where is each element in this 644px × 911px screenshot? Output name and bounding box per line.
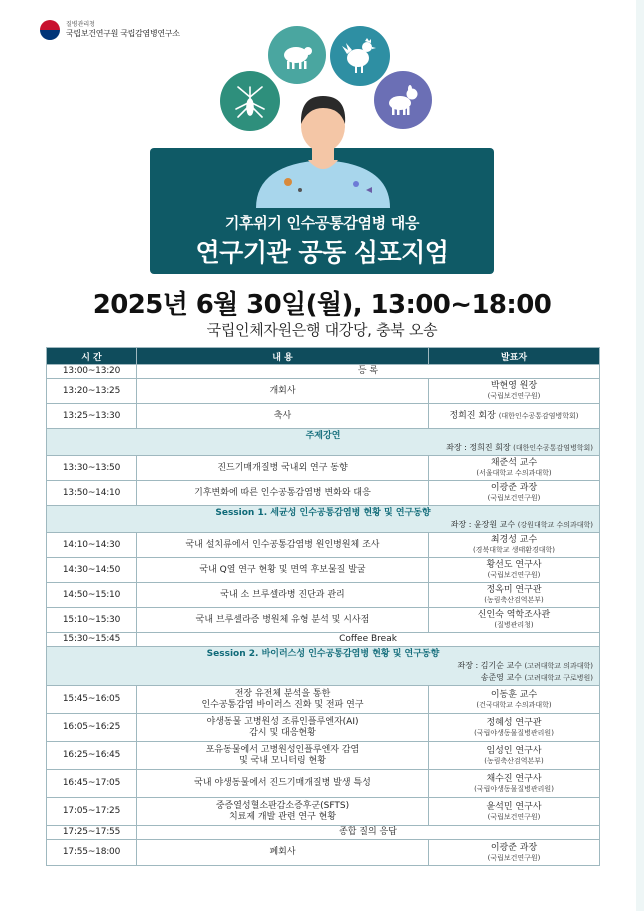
row-content: Coffee Break xyxy=(137,633,600,647)
row-time: 13:00~13:20 xyxy=(47,365,137,379)
row-time: 13:50~14:10 xyxy=(47,481,137,506)
speaker-affiliation: (농림축산검역본부) xyxy=(484,596,544,604)
title-banner xyxy=(150,148,494,274)
row-content xyxy=(137,742,429,770)
chair-affiliation: (고려대학교 구로병원) xyxy=(524,674,593,682)
event-venue: 국립인체자원은행 대강당, 충북 오송 xyxy=(206,321,438,339)
speaker-name: 채수진 연구사 xyxy=(486,773,542,784)
row-content: 국내 소 브루셀라병 진단과 관리 xyxy=(137,583,429,608)
speaker-affiliation: (국립야생동물질병관리원) xyxy=(474,784,554,793)
table-row xyxy=(47,558,600,583)
sheep-icon xyxy=(268,26,326,84)
row-speaker xyxy=(429,481,600,506)
content-line: 전장 유전체 분석을 통한 xyxy=(234,688,331,699)
content-line: 및 국내 모니터링 현황 xyxy=(239,755,326,766)
table-row xyxy=(47,583,600,608)
content-line: 야생동물 고병원성 조류인플루엔자(AI) xyxy=(206,716,359,727)
org-top-label: 질병관리청 xyxy=(66,21,95,28)
section-chair-2 xyxy=(49,672,597,684)
section-chair xyxy=(49,442,597,454)
event-date: 2025년 6월 30일(월), 13:00~18:00 xyxy=(92,290,552,320)
table-row xyxy=(47,714,600,742)
row-content xyxy=(137,686,429,714)
row-time: 13:30~13:50 xyxy=(47,456,137,481)
section-row xyxy=(47,647,600,686)
speaker-name: 윤석민 연구사 xyxy=(486,801,542,812)
chair-name: 좌장 : 윤장원 교수 xyxy=(450,520,516,529)
speaker-affiliation: (국립보건연구원) xyxy=(487,853,541,862)
speaker-name: 채준석 교수 xyxy=(490,458,538,468)
table-row xyxy=(47,633,600,647)
row-content: 등 록 xyxy=(137,365,600,379)
section-title: Session 1. 세균성 인수공통감염병 현황 및 연구동향 xyxy=(215,508,431,518)
row-content xyxy=(137,714,429,742)
event-title: 연구기관 공동 심포지엄 xyxy=(195,238,449,267)
speaker-affiliation: (경북대학교 생태환경대학) xyxy=(472,546,556,554)
speaker-affiliation: (건국대학교 수의과대학) xyxy=(476,700,552,709)
row-speaker xyxy=(429,583,600,608)
row-content: 진드기매개질병 국내외 연구 동향 xyxy=(137,456,429,481)
row-time: 14:50~15:10 xyxy=(47,583,137,608)
table-row xyxy=(47,456,600,481)
org-main-label: 국립보건연구원 국립감염병연구소 xyxy=(66,29,180,38)
section-cell xyxy=(47,647,600,686)
row-speaker xyxy=(429,714,600,742)
row-content: 국내 설치류에서 인수공통감염병 원인병원체 조사 xyxy=(137,533,429,558)
chair-name: 송준영 교수 xyxy=(480,673,522,682)
header-content: 내 용 xyxy=(137,348,429,365)
chair-affiliation: (대한인수공통감염병학회) xyxy=(513,444,593,452)
row-speaker xyxy=(429,770,600,798)
row-content: 축사 xyxy=(137,404,429,429)
row-time: 16:25~16:45 xyxy=(47,742,137,770)
row-time: 17:05~17:25 xyxy=(47,798,137,826)
chair-affiliation: (강원대학교 수의과대학) xyxy=(517,521,593,529)
row-speaker xyxy=(429,558,600,583)
table-row xyxy=(47,770,600,798)
row-content: 국내 Q열 연구 현황 및 면역 후보물질 발굴 xyxy=(137,558,429,583)
row-time: 13:20~13:25 xyxy=(47,379,137,404)
row-speaker xyxy=(429,840,600,866)
table-row xyxy=(47,826,600,840)
person-icon xyxy=(248,86,398,208)
row-content xyxy=(137,798,429,826)
page-right-edge xyxy=(636,0,644,911)
table-row xyxy=(47,742,600,770)
row-content: 개회사 xyxy=(137,379,429,404)
speaker-name: 이동훈 교수 xyxy=(490,689,538,700)
speaker-name: 정옥미 연구관 xyxy=(486,585,542,595)
row-speaker xyxy=(429,456,600,481)
government-seal-icon xyxy=(40,20,60,40)
row-speaker xyxy=(429,379,600,404)
speaker-name: 황선도 연구사 xyxy=(486,560,542,570)
row-time: 17:55~18:00 xyxy=(47,840,137,866)
section-row xyxy=(47,429,600,456)
section-title: 주제강연 xyxy=(305,431,341,441)
speaker-name: 정혜성 연구관 xyxy=(486,717,542,728)
row-time: 14:10~14:30 xyxy=(47,533,137,558)
section-row xyxy=(47,506,600,533)
chair-name: 좌장 : 정희진 회장 xyxy=(446,443,511,452)
speaker-affiliation: (국립야생동물질병관리원) xyxy=(474,728,554,737)
content-line: 중증열성혈소판감소증후군(SFTS) xyxy=(215,800,350,811)
row-speaker xyxy=(429,404,600,429)
row-time: 15:45~16:05 xyxy=(47,686,137,714)
row-content: 종합 질의 응답 xyxy=(137,826,600,840)
section-title: Session 2. 바이러스성 인수공통감염병 현황 및 연구동향 xyxy=(206,649,440,659)
speaker-name: 최경성 교수 xyxy=(490,535,538,545)
chair-name: 좌장 : 김기순 교수 xyxy=(457,661,522,670)
table-row xyxy=(47,840,600,866)
content-line: 포유동물에서 고병원성인플루엔자 감염 xyxy=(205,744,360,755)
speaker-name: 이광준 과장 xyxy=(490,842,538,853)
row-time: 16:45~17:05 xyxy=(47,770,137,798)
content-line: 인수공통감염 바이러스 진화 및 전파 연구 xyxy=(201,699,364,710)
speaker-name: 이광준 과장 xyxy=(490,483,538,493)
speaker-affiliation: (서울대학교 수의과대학) xyxy=(476,469,552,477)
table-row xyxy=(47,379,600,404)
speaker-affiliation: (질병관리청) xyxy=(494,621,534,629)
table-row xyxy=(47,481,600,506)
page-left-edge xyxy=(0,0,10,911)
header-time: 시 간 xyxy=(47,348,137,365)
row-time: 13:25~13:30 xyxy=(47,404,137,429)
table-row xyxy=(47,686,600,714)
table-row xyxy=(47,533,600,558)
row-time: 15:10~15:30 xyxy=(47,608,137,633)
row-content: 폐회사 xyxy=(137,840,429,866)
speaker-name: 박현영 원장 xyxy=(490,381,538,391)
speaker-name: 신인숙 역학조사관 xyxy=(477,610,551,620)
section-chair xyxy=(49,519,597,531)
speaker-affiliation: (국립보건연구원) xyxy=(487,571,541,579)
section-cell xyxy=(47,429,600,456)
section-chair xyxy=(49,660,597,672)
row-speaker xyxy=(429,533,600,558)
row-content: 국내 야생동물에서 진드기매개질병 발생 특성 xyxy=(137,770,429,798)
row-speaker xyxy=(429,742,600,770)
speaker-affiliation: (국립보건연구원) xyxy=(487,392,541,400)
table-row xyxy=(47,365,600,379)
speaker-affiliation: (국립보건연구원) xyxy=(487,812,541,821)
chair-affiliation: (고려대학교 의과대학) xyxy=(524,662,593,670)
row-time: 16:05~16:25 xyxy=(47,714,137,742)
row-speaker xyxy=(429,798,600,826)
speaker-affiliation: (농림축산검역본부) xyxy=(484,756,544,765)
section-cell xyxy=(47,506,600,533)
speaker-affiliation: (대한인수공통감염병학회) xyxy=(498,411,579,420)
content-line: 감시 및 대응현황 xyxy=(249,727,316,738)
rooster-icon xyxy=(330,26,390,86)
speaker-affiliation: (국립보건연구원) xyxy=(487,494,541,502)
row-speaker xyxy=(429,686,600,714)
event-subtitle: 기후위기 인수공통감염병 대응 xyxy=(224,214,420,232)
table-row xyxy=(47,608,600,633)
speaker-name: 정희진 회장 xyxy=(449,410,496,421)
row-speaker xyxy=(429,608,600,633)
table-row xyxy=(47,404,600,429)
row-time: 14:30~14:50 xyxy=(47,558,137,583)
schedule-table xyxy=(46,347,600,866)
speaker-name: 임성인 연구사 xyxy=(486,745,542,756)
header-speaker: 발표자 xyxy=(429,348,600,365)
row-time: 15:30~15:45 xyxy=(47,633,137,647)
row-time: 17:25~17:55 xyxy=(47,826,137,840)
table-header-row xyxy=(47,348,600,365)
row-content: 기후변화에 따른 인수공통감염병 변화와 대응 xyxy=(137,481,429,506)
content-line: 치료제 개발 관련 연구 현황 xyxy=(228,811,337,822)
table-row xyxy=(47,798,600,826)
row-content: 국내 브루셀라증 병원체 유형 분석 및 시사점 xyxy=(137,608,429,633)
